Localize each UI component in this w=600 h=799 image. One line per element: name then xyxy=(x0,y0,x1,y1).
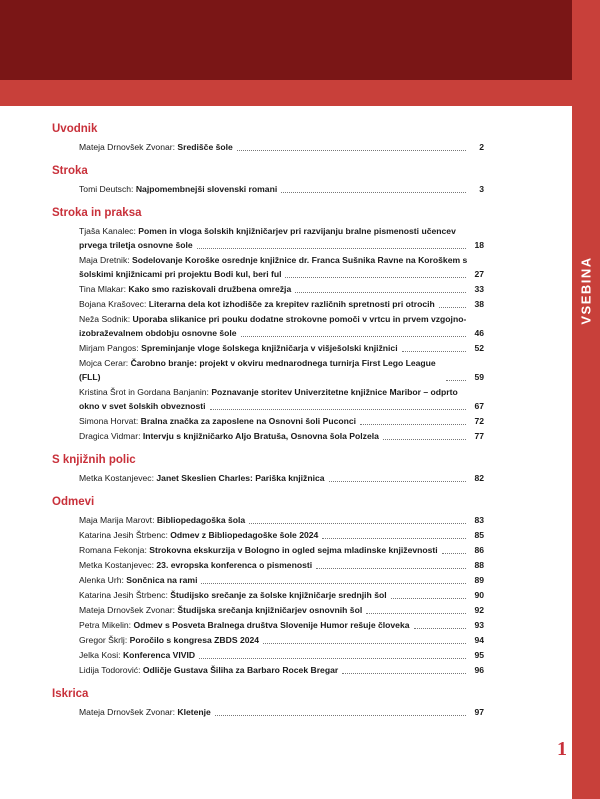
toc-section xyxy=(52,122,484,154)
leader-dots xyxy=(199,658,466,659)
leader-dots xyxy=(201,583,466,584)
entry-title: Bibliopedagoška šola xyxy=(156,515,246,525)
entry-title: 23. evropska konferenca o pismenosti xyxy=(156,560,313,570)
entry-title: Središče šole xyxy=(177,142,233,152)
entry-page: 18 xyxy=(474,240,484,250)
leader-dots xyxy=(241,336,466,337)
leader-dots xyxy=(439,307,466,308)
toc-entry[interactable] xyxy=(79,282,484,296)
toc-entry[interactable] xyxy=(79,385,484,413)
entry-title: Kletenje xyxy=(177,707,211,717)
entry-author: Metka Kostanjevec: xyxy=(79,473,154,483)
entry-title: Intervju s knjižničarko Aljo Bratuša, Osnovna šola Polzela xyxy=(142,431,379,441)
toc-entry[interactable] xyxy=(79,558,484,572)
toc-entry[interactable] xyxy=(79,705,484,719)
entry-page: 92 xyxy=(474,605,484,615)
toc-entry[interactable] xyxy=(79,618,484,632)
entry-title: Spreminjanje vloge šolskega knjižničarja v višješolski knjižnici xyxy=(141,343,398,353)
entry-title: Odmev s Posveta Bralnega društva Slovenije Humor rešuje človeka xyxy=(133,620,410,630)
leader-dots xyxy=(197,248,466,249)
toc-section xyxy=(52,206,484,443)
leader-dots xyxy=(237,150,466,151)
entry-page: 2 xyxy=(479,142,484,152)
entry-page: 3 xyxy=(479,184,484,194)
leader-dots xyxy=(342,673,466,674)
toc-entry[interactable] xyxy=(79,414,484,428)
entry-page: 46 xyxy=(474,328,484,338)
entry-page: 85 xyxy=(474,530,484,540)
entry-title: Odmev z Bibliopedagoške šole 2024 xyxy=(170,530,319,540)
leader-dots xyxy=(285,277,466,278)
entry-title: Najpomembnejši slovenski romani xyxy=(135,184,278,194)
toc-entry[interactable] xyxy=(79,224,484,252)
header-band-light xyxy=(0,80,572,106)
entry-author: Katarina Jesih Štrbenc: xyxy=(79,590,168,600)
entry-page: 90 xyxy=(474,590,484,600)
side-strip xyxy=(572,0,600,799)
entry-author: Romana Fekonja: xyxy=(79,545,147,555)
toc-entry[interactable] xyxy=(79,471,484,485)
entry-page: 59 xyxy=(474,372,484,382)
entry-page: 88 xyxy=(474,560,484,570)
entry-title: Uporaba slikanice pri pouku dodatne strokovne pomoči v vrtcu in prvem vzgojno- xyxy=(132,314,467,324)
toc-entry[interactable] xyxy=(79,341,484,355)
entry-title-cont: prvega triletja osnovne šole xyxy=(79,240,193,250)
leader-dots xyxy=(391,598,466,599)
leader-dots xyxy=(414,628,466,629)
entry-page: 86 xyxy=(474,545,484,555)
entry-page: 77 xyxy=(474,431,484,441)
side-label-text: VSEBINA xyxy=(578,255,594,325)
entry-page: 82 xyxy=(474,473,484,483)
section-title: S knjižnih polic xyxy=(52,454,136,466)
entry-page: 67 xyxy=(474,401,484,411)
entry-title: Poročilo s kongresa ZBDS 2024 xyxy=(129,635,260,645)
entry-page: 33 xyxy=(474,284,484,294)
toc-entry[interactable] xyxy=(79,573,484,587)
entry-title: Bralna značka za zaposlene na Osnovni šoli Puconci xyxy=(140,416,357,426)
toc-entry[interactable] xyxy=(79,140,484,154)
toc-entry[interactable] xyxy=(79,663,484,677)
entry-author: Tomi Deutsch: xyxy=(79,184,134,194)
section-title: Uvodnik xyxy=(52,123,98,135)
entry-author: Neža Sodnik: xyxy=(79,314,131,324)
leader-dots xyxy=(383,439,466,440)
entry-title-cont: okno v svet šolskih obveznosti xyxy=(79,401,206,411)
entry-title: Kako smo raziskovali družbena omrežja xyxy=(128,284,292,294)
entry-author: Mateja Drnovšek Zvonar: xyxy=(79,142,175,152)
entry-page: 52 xyxy=(474,343,484,353)
entry-author: Mateja Drnovšek Zvonar: xyxy=(79,605,175,615)
entry-page: 89 xyxy=(474,575,484,585)
toc-section xyxy=(52,453,484,485)
entry-title: Pomen in vloga šolskih knjižničarjev pri razvijanju bralne pismenosti učencev xyxy=(138,226,456,236)
section-title: Stroka xyxy=(52,165,88,177)
entry-title: Janet Skeslien Charles: Pariška knjižnica xyxy=(156,473,325,483)
entry-title-cont: izobraževalnem obdobju osnovne šole xyxy=(79,328,237,338)
entry-author: Jelka Kosi: xyxy=(79,650,121,660)
entry-title: Sodelovanje Koroške osrednje knjižnice dr. Franca Sušnika Ravne na Koroškem s xyxy=(132,255,468,265)
entry-author: Lidija Todorović: xyxy=(79,665,141,675)
entry-author: Alenka Urh: xyxy=(79,575,124,585)
side-label xyxy=(572,240,600,340)
toc-entry[interactable] xyxy=(79,648,484,662)
leader-dots xyxy=(322,538,466,539)
entry-title: Študijska srečanja knjižničarjev osnovnih šol xyxy=(177,605,363,615)
table-of-contents xyxy=(52,122,484,729)
entry-author: Katarina Jesih Štrbenc: xyxy=(79,530,168,540)
entry-author: Maja Marija Marovt: xyxy=(79,515,155,525)
toc-section xyxy=(52,495,484,677)
entry-author: Petra Mikelin: xyxy=(79,620,132,630)
toc-section xyxy=(52,687,484,719)
entry-author: Mateja Drnovšek Zvonar: xyxy=(79,707,175,717)
entry-author: Gregor Škrlj: xyxy=(79,635,128,645)
toc-entry[interactable] xyxy=(79,543,484,557)
entry-author: Mojca Cerar: xyxy=(79,358,129,368)
leader-dots xyxy=(263,643,466,644)
leader-dots xyxy=(215,715,466,716)
section-title: Iskrica xyxy=(52,688,89,700)
toc-entry[interactable] xyxy=(79,429,484,443)
entry-author: Simona Horvat: xyxy=(79,416,139,426)
toc-entry[interactable] xyxy=(79,356,484,384)
toc-entry[interactable] xyxy=(79,513,484,527)
entry-title: Strokovna ekskurzija v Bologno in ogled sejma mladinske književnosti xyxy=(149,545,438,555)
leader-dots xyxy=(295,292,466,293)
entry-title: Odličje Gustava Šiliha za Barbaro Rocek Bregar xyxy=(142,665,339,675)
toc-entry[interactable] xyxy=(79,312,484,340)
leader-dots xyxy=(316,568,466,569)
entry-author: Kristina Šrot in Gordana Banjanin: xyxy=(79,387,209,397)
toc-entry[interactable] xyxy=(79,528,484,542)
leader-dots xyxy=(442,553,466,554)
entry-page: 94 xyxy=(474,635,484,645)
leader-dots xyxy=(402,351,466,352)
entry-page: 95 xyxy=(474,650,484,660)
toc-entry[interactable] xyxy=(79,297,484,311)
section-title: Stroka in praksa xyxy=(52,207,142,219)
entry-author: Metka Kostanjevec: xyxy=(79,560,154,570)
entry-page: 27 xyxy=(474,269,484,279)
toc-section xyxy=(52,164,484,196)
entry-title: Študijsko srečanje za šolske knjižničarje srednjih šol xyxy=(170,590,387,600)
entry-author: Maja Dretnik: xyxy=(79,255,130,265)
entry-author: Tina Mlakar: xyxy=(79,284,126,294)
entry-title: Čarobno branje: projekt v okviru mednarodnega turnirja First Lego League (FLL) xyxy=(79,358,436,382)
leader-dots xyxy=(249,523,466,524)
entry-author: Tjaša Kanalec: xyxy=(79,226,136,236)
toc-entry[interactable] xyxy=(79,253,484,281)
toc-entry[interactable] xyxy=(79,603,484,617)
leader-dots xyxy=(366,613,466,614)
entry-title: Poznavanje storitev Univerzitetne knjižnice Maribor – odprto xyxy=(211,387,458,397)
entry-page: 72 xyxy=(474,416,484,426)
entry-author: Mirjam Pangos: xyxy=(79,343,139,353)
header-band-dark xyxy=(0,0,600,80)
entry-page: 38 xyxy=(474,299,484,309)
toc-entry[interactable] xyxy=(79,633,484,647)
page-number: 1 xyxy=(557,738,567,760)
entry-author: Bojana Krašovec: xyxy=(79,299,147,309)
entry-title: Sončnica na rami xyxy=(126,575,198,585)
entry-title: Literarna dela kot izhodišče za krepitev različnih spretnosti pri otrocih xyxy=(148,299,435,309)
entry-page: 96 xyxy=(474,665,484,675)
section-title: Odmevi xyxy=(52,496,95,508)
leader-dots xyxy=(281,192,466,193)
entry-page: 83 xyxy=(474,515,484,525)
entry-page: 97 xyxy=(474,707,484,717)
toc-entry[interactable] xyxy=(79,182,484,196)
leader-dots xyxy=(210,409,466,410)
entry-author: Dragica Vidmar: xyxy=(79,431,141,441)
leader-dots xyxy=(360,424,466,425)
entry-title: Konferenca VIVID xyxy=(122,650,196,660)
leader-dots xyxy=(446,380,466,381)
leader-dots xyxy=(329,481,466,482)
toc-entry[interactable] xyxy=(79,588,484,602)
entry-page: 93 xyxy=(474,620,484,630)
entry-title-cont: šolskimi knjižnicami pri projektu Bodi kul, beri ful xyxy=(79,269,282,279)
